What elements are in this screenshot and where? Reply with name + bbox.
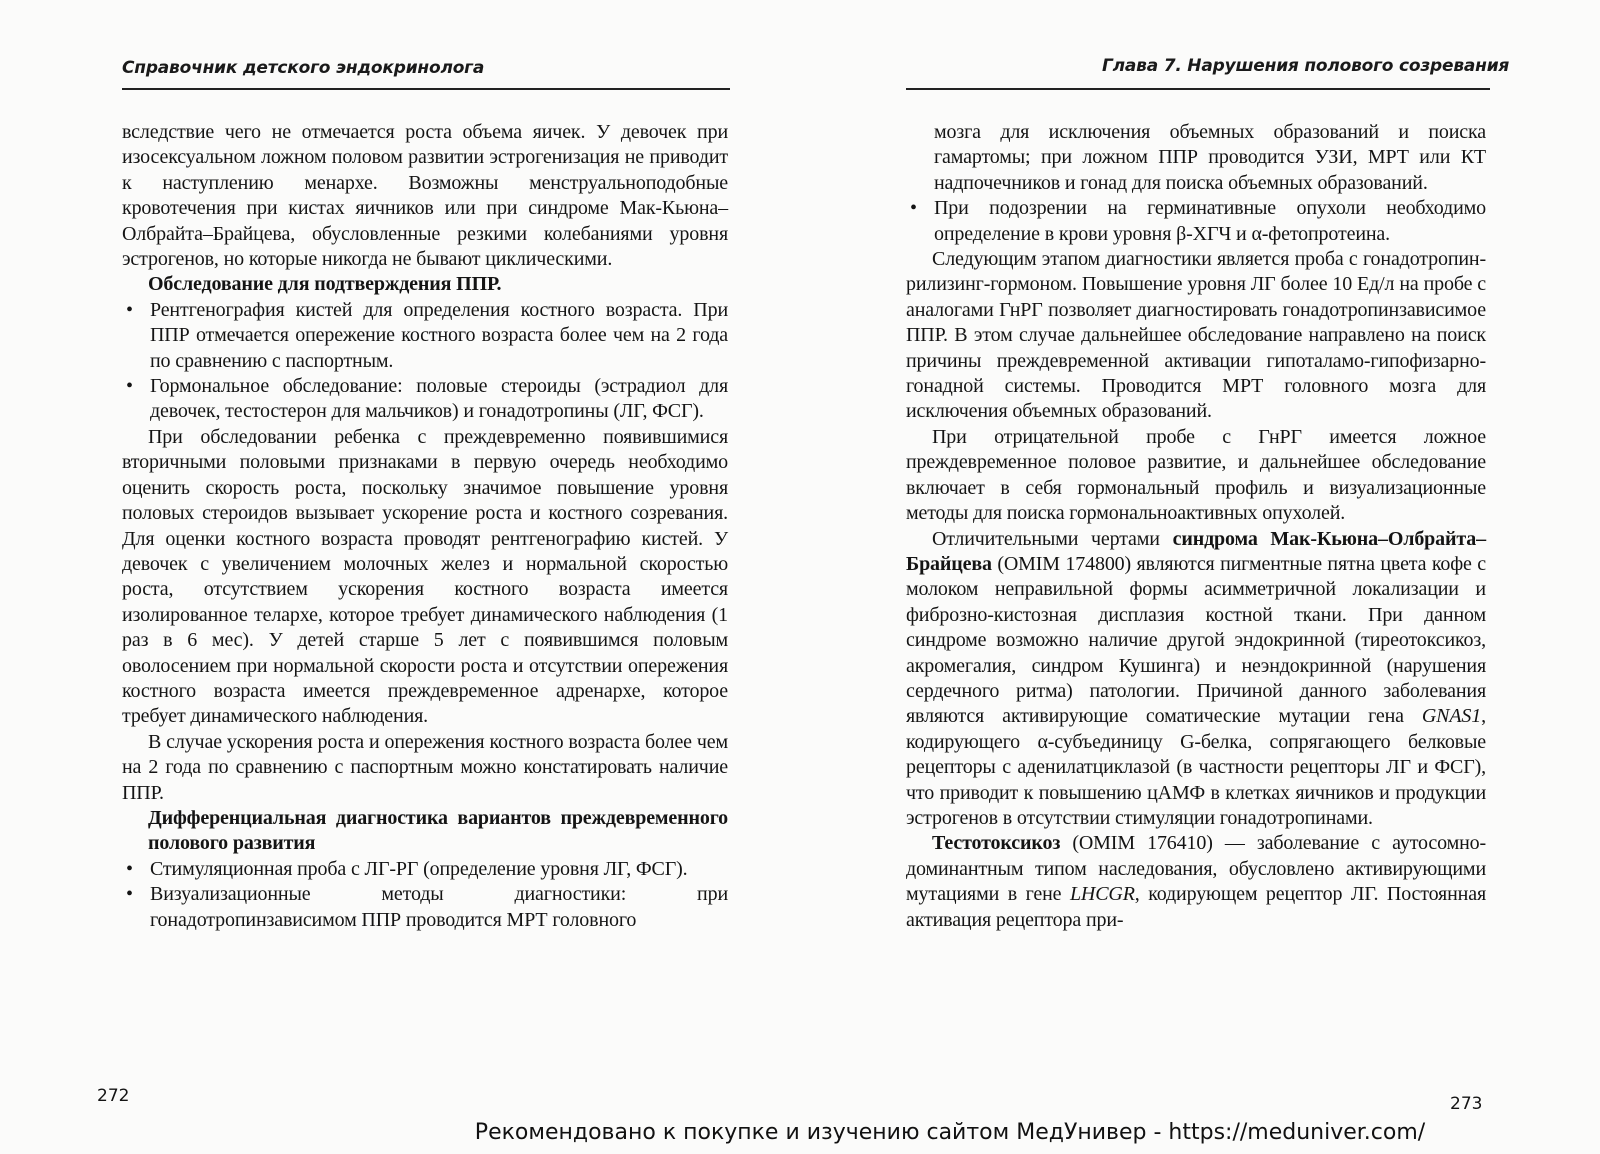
- page-number-right: 273: [1450, 1094, 1483, 1114]
- section-heading-differential: Дифференциальная диагностика вариантов преждевременного полового развития: [148, 806, 728, 855]
- right-page: [800, 0, 1600, 1154]
- bullet-continuation: мозга для исключения объемных образований и поиска гамартомы; при ложном ППР проводится УЗИ, МРТ или КТ надпочечников и гонад для поиска объемных образований.: [934, 121, 1486, 194]
- paragraph: Следующим этапом диагностики является проба с гонадотропин-рилизинг-гормоном. Повышение уровня ЛГ более 10 Ед/л на пробе с аналогами ГнРГ позволяет диагностировать гонадотропинзависимое ППР. В этом случае дальнейшее обследование направлено на поиск причины преждевременной активации гипоталамо-гипофизарно-гонадной системы. Проводится МРТ головного мозга для исключения объемных образований.: [906, 248, 1486, 423]
- bullet-icon: •: [910, 197, 917, 220]
- gene-name: LHCGR: [1069, 883, 1135, 906]
- bullet-icon: •: [126, 375, 133, 398]
- paragraph: При обследовании ребенка с преждевременно появившимися вторичными половыми признаками в первую очередь необходимо оценить скорость роста, поскольку значимое повышение уровня половых стероидов вызывает ускорение роста и костного созревания. Для оценки костного возраста проводят рентгенографию кистей. У девочек с увеличением молочных желез и нормальной скоростью роста, отсутствием ускорения костного возраста имеется изолированное телархе, которое требует динамического наблюдения (1 раз в 6 мес). У детей старше 5 лет с появившимся половым оволосением при нормальной скорости роста и отсутствии опережения костного возраста имеется преждевременное адренархе, которое требует динамического наблюдения.: [122, 425, 728, 728]
- running-head-left: Справочник детского эндокринолога: [122, 58, 485, 78]
- running-head-right: Глава 7. Нарушения полового созревания: [1102, 56, 1510, 76]
- bullet-text: Визуализационные методы диагностики: при гонадотропинзависимом ППР проводится МРТ головного: [150, 883, 728, 931]
- paragraph: В случае ускорения роста и опережения костного возраста более чем на 2 года по сравнению с паспортным можно констатировать наличие ППР.: [122, 730, 728, 804]
- bullet-item: [122, 882, 728, 933]
- term-testotoxicosis: Тестотоксикоз: [932, 832, 1061, 855]
- header-rule-left: [122, 88, 730, 90]
- bullet-text: Стимуляционная проба с ЛГ-РГ (определение уровня ЛГ, ФСГ).: [150, 857, 688, 880]
- bullet-item: [122, 298, 728, 374]
- bullet-icon: •: [126, 298, 133, 321]
- footer-watermark: [0, 1120, 1600, 1145]
- bullet-text: Гормональное обследование: половые стероиды (эстрадиол для девочек, тестостерон для мальчиков) и гонадотропины (ЛГ, ФСГ).: [150, 375, 728, 423]
- paragraph-mccune-albright: Отличительными чертами синдрома Мак-Кьюна–Олбрайта–Брайцева (OMIM 174800) являются пигментные пятна цвета кофе с молоком неправильной формы асимметричной локализации и фиброзно-кистозная дисплазия костной ткани. При данном синдроме возможно наличие другой эндокринной (тиреотоксикоз, акромегалия, синдром Кушинга) и неэндокринной (нарушения сердечного ритма) патологии. Причиной данного заболевания являются активирующие соматические мутации гена GNAS1, кодирующего α-субъединицу G-белка, сопрягающего белковые рецепторы с аденилатциклазой (в частности рецепторы ЛГ и ФСГ), что приводит к повышению цАМФ в клетках яичников и продукции эстрогенов в отсутствии стимуляции гонадотропинами.: [906, 527, 1486, 829]
- bullet-text: Рентгенография кистей для определения костного возраста. При ППР отмечается опережение костного возраста более чем на 2 года по сравнению с паспортным.: [150, 298, 728, 372]
- right-body-text: [906, 120, 1486, 933]
- page-number-left: 272: [97, 1086, 130, 1106]
- footer-text: Рекомендовано к покупке и изучению сайтом МедУнивер - https://meduniver.com/: [474, 1120, 1426, 1145]
- bullet-text: При подозрении на герминативные опухоли необходимо определение в крови уровня β-ХГЧ и α-фетопротеина.: [934, 197, 1486, 245]
- paragraph-continuation: вследствие чего не отмечается роста объема яичек. У девочек при изосексуальном ложном половом развитии эстрогенизация не приводит к наступлению менархе. Возможны менструальноподобные кровотечения при кистах яичников или при синдроме Мак-Кьюна–Олбрайта–Брайцева, обусловленные резкими колебаниями уровня эстрогенов, но которые никогда не бывают циклическими.: [122, 121, 728, 271]
- term-syndrome: синдрома Мак-Кьюна–Олбрайта–Брайцева: [906, 527, 1486, 575]
- section-heading-confirmation: Обследование для подтверждения ППР.: [148, 273, 502, 296]
- bullet-item: [122, 857, 728, 882]
- bullet-icon: •: [126, 883, 133, 906]
- paragraph: При отрицательной пробе с ГнРГ имеется ложное преждевременное половое развитие, и дальнейшее обследование включает в себя гормональный профиль и визуализационные методы для поиска гормональноактивных опухолей.: [906, 425, 1486, 525]
- paragraph-testotoxicosis: Тестотоксикоз (OMIM 176410) — заболевание с аутосомно-доминантным типом наследования, обусловлено активирующими мутациями в гене LHCGR, кодирующем рецептор ЛГ. Постоянная активация рецептора при-: [906, 832, 1486, 931]
- header-rule-right: [906, 88, 1490, 90]
- gene-name: GNAS1: [1421, 705, 1482, 728]
- bullet-item: [906, 196, 1486, 247]
- bullet-item: [122, 374, 728, 425]
- left-body-text: [122, 120, 728, 933]
- bullet-icon: •: [126, 857, 133, 880]
